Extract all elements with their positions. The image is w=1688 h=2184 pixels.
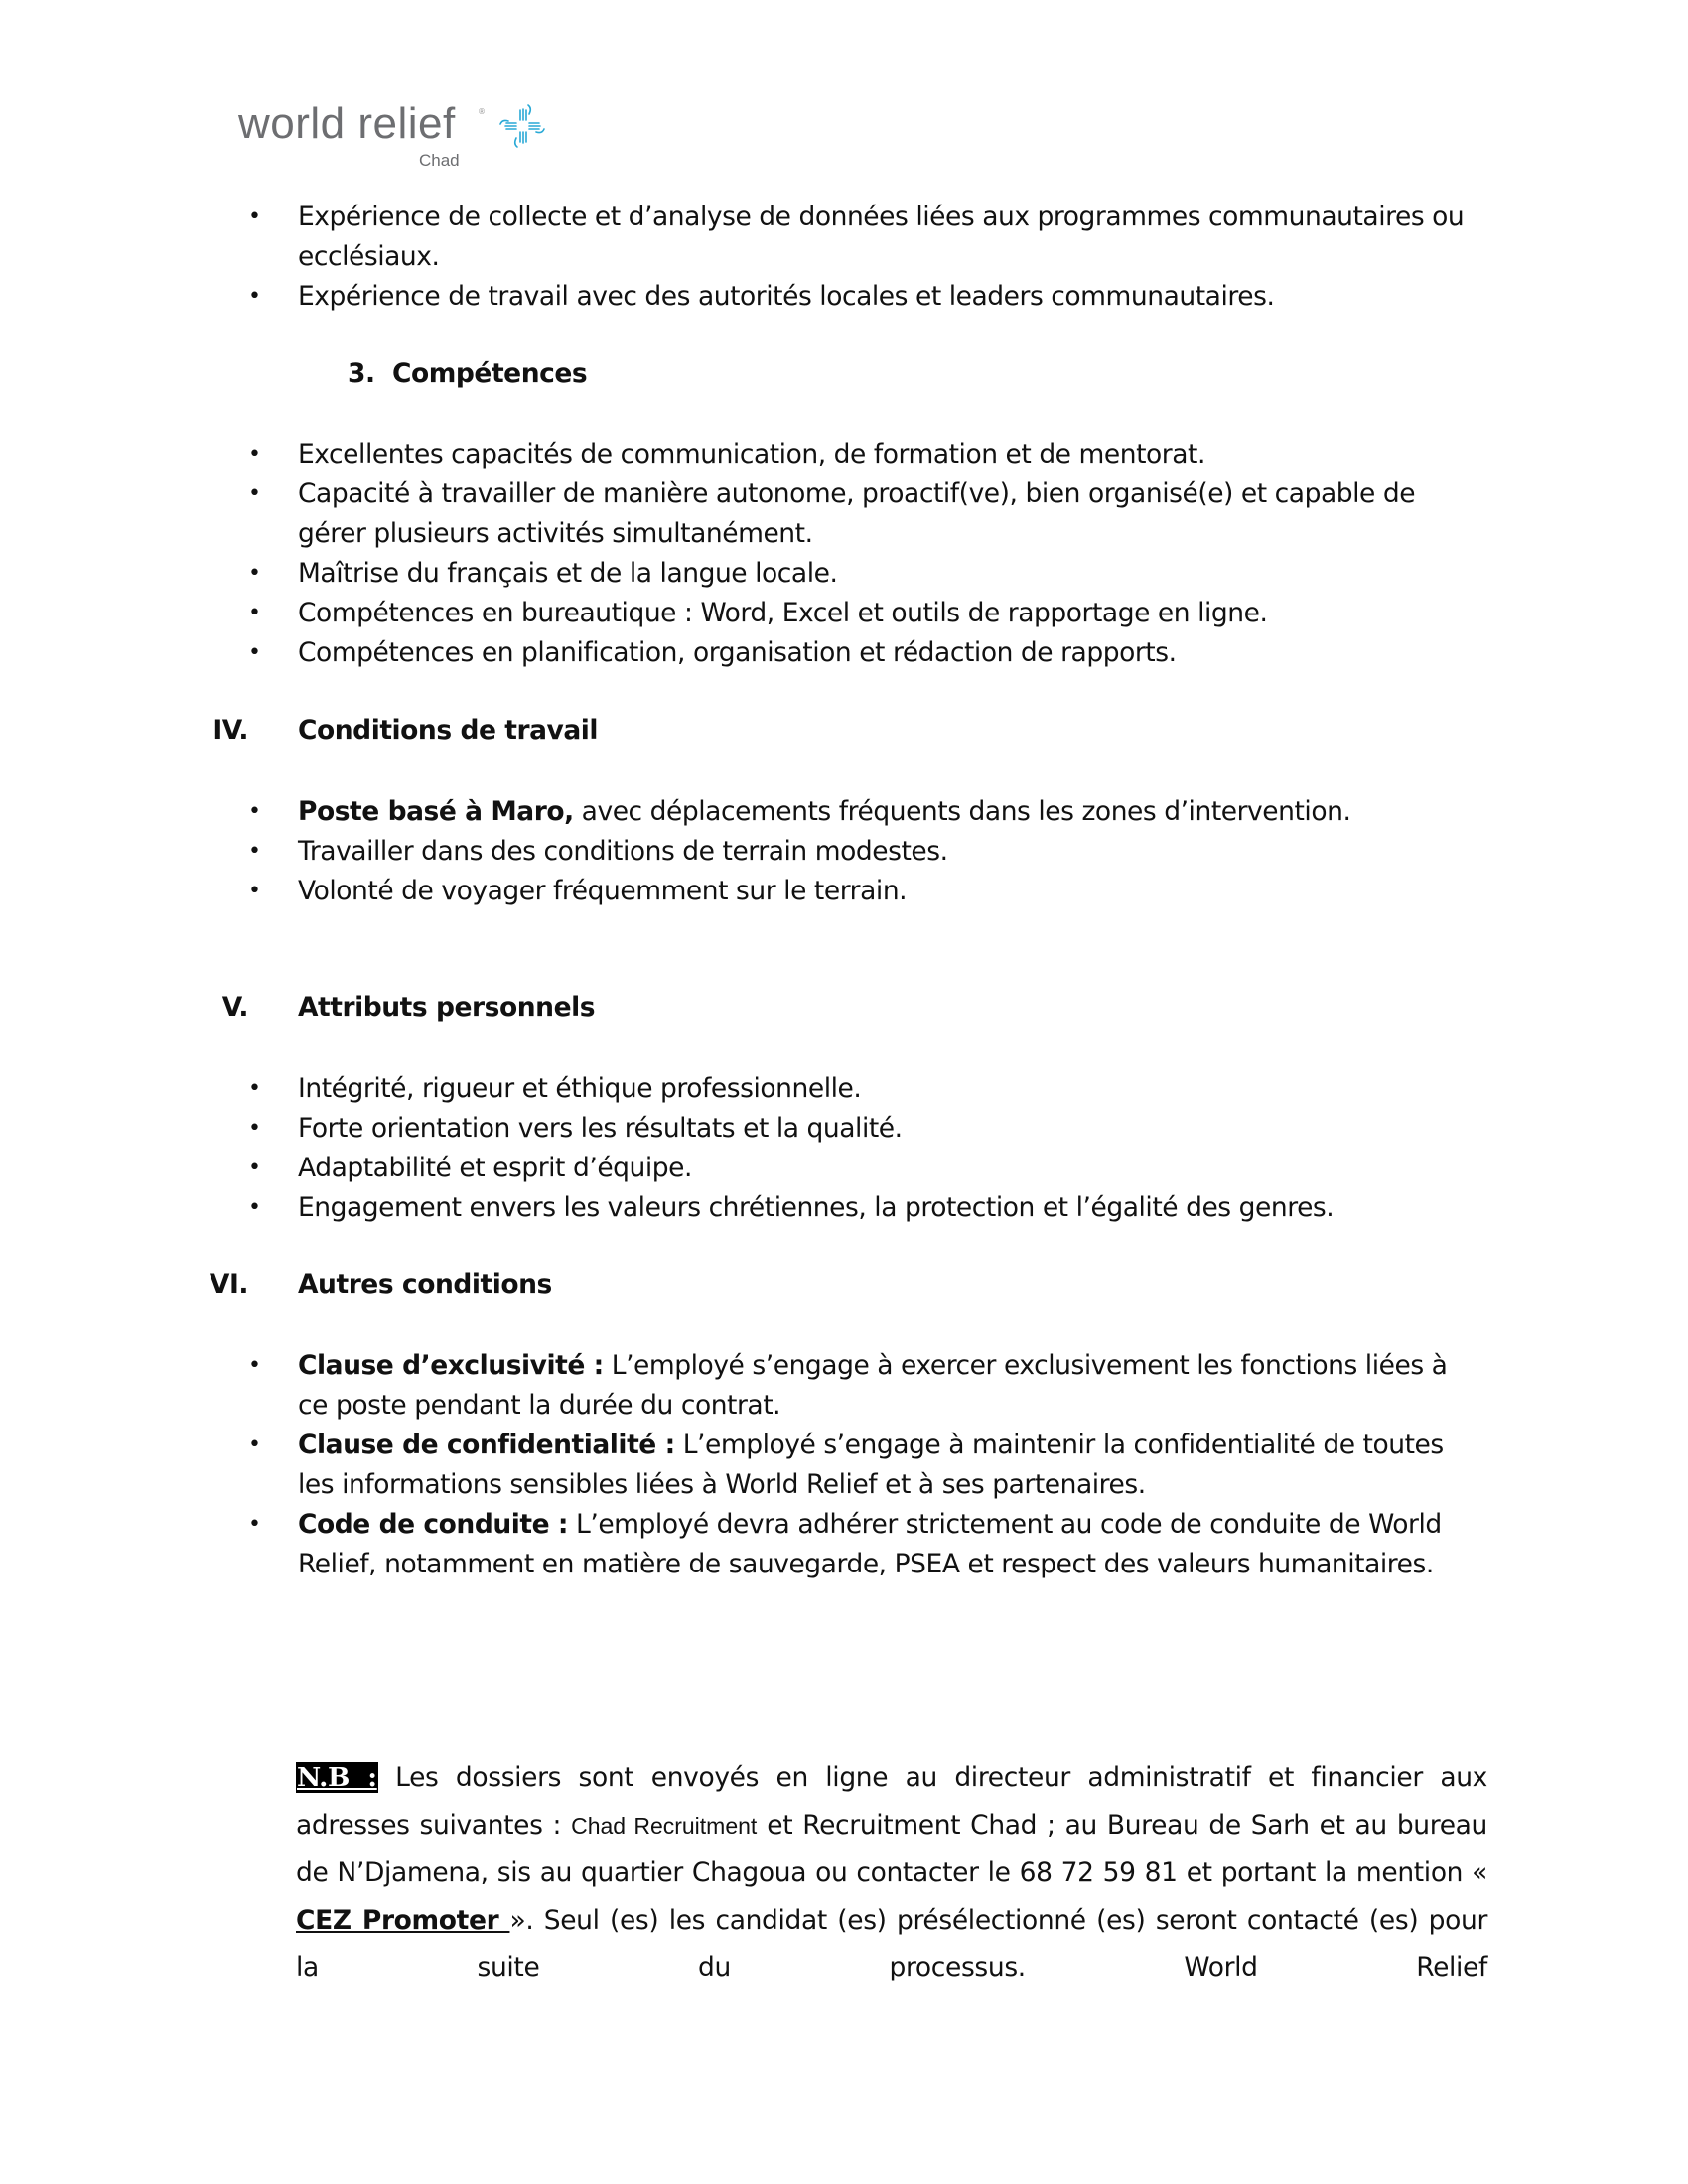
world-relief-logo — [238, 99, 556, 179]
section-heading-autres-conditions: VI. Autres conditions — [209, 1269, 552, 1299]
logo-wordmark: world relief — [238, 99, 456, 148]
list-item: • Clause d’exclusivité : L’employé s’engage à exercer exclusivement les fonctions liées à ce poste pendant la durée du contrat. — [298, 1346, 1470, 1426]
bullet-icon: • — [248, 284, 261, 309]
list-item: • Clause de confidentialité : L’employé s’engage à maintenir la confidentialité de toutes les informations sensibles liées à World Relief et à ses partenaires. — [298, 1426, 1470, 1505]
list-item: • Capacité à travailler de manière autonome, proactif(ve), bien organisé(e) et capable de gérer plusieurs activités simultanément. — [298, 475, 1470, 554]
bullet-icon: • — [248, 879, 261, 903]
bullet-icon: • — [248, 1512, 261, 1537]
position-mention: CEZ Promoter — [296, 1904, 510, 1936]
list-item: • Engagement envers les valeurs chrétiennes, la protection et l’égalité des genres. — [298, 1188, 1470, 1228]
experience-list — [248, 198, 1470, 317]
list-item: • Code de conduite : L’employé devra adhérer strictement au code de conduite de World Relief, notamment en matière de sauvegarde, PSEA et respect des valeurs humanitaires. — [298, 1505, 1470, 1584]
list-item: • Intégrité, rigueur et éthique professionnelle. — [298, 1069, 1470, 1109]
nb-label: N.B : — [297, 1762, 377, 1793]
list-item: • Travailler dans des conditions de terrain modestes. — [298, 832, 1470, 872]
competences-list — [248, 435, 1470, 673]
section-heading-attributs: V. Attributs personnels — [221, 992, 596, 1023]
hands-cross-logo-icon — [498, 102, 546, 150]
bullet-icon: • — [248, 1353, 261, 1378]
bullet-icon: • — [248, 1156, 261, 1180]
bullet-icon: • — [248, 481, 261, 506]
registered-mark: ® — [478, 107, 486, 116]
list-item: • Expérience de collecte et d’analyse de données liées aux programmes communautaires ou ecclésiaux. — [298, 198, 1470, 277]
recruitment-email[interactable]: Chad Recruitment — [571, 1812, 758, 1839]
logo-subtitle: Chad — [419, 151, 460, 170]
list-item: • Maîtrise du français et de la langue locale. — [298, 554, 1470, 594]
bullet-icon: • — [248, 799, 261, 824]
list-item: • Expérience de travail avec des autorités locales et leaders communautaires. — [298, 277, 1470, 317]
bullet-icon: • — [248, 1195, 261, 1220]
bullet-icon: • — [248, 839, 261, 864]
section-heading-competences: 3. Compétences — [348, 358, 588, 389]
bullet-icon: • — [248, 205, 261, 229]
bullet-icon: • — [248, 640, 261, 665]
section-heading-conditions-travail: IV. Conditions de travail — [212, 715, 599, 746]
list-item: • Excellentes capacités de communication, de formation et de mentorat. — [298, 435, 1470, 475]
attributs-list — [248, 1069, 1470, 1228]
list-item: • Compétences en bureautique : Word, Excel et outils de rapportage en ligne. — [298, 594, 1470, 633]
list-item: • Compétences en planification, organisation et rédaction de rapports. — [298, 633, 1470, 673]
bullet-icon: • — [248, 442, 261, 467]
bullet-icon: • — [248, 601, 261, 625]
list-item: • Forte orientation vers les résultats et la qualité. — [298, 1109, 1470, 1149]
list-item: • Poste basé à Maro, avec déplacements fréquents dans les zones d’intervention. — [298, 792, 1470, 832]
bullet-icon: • — [248, 561, 261, 586]
bullet-icon: • — [248, 1433, 261, 1457]
conditions-travail-list — [248, 792, 1470, 911]
list-item: • Volonté de voyager fréquemment sur le terrain. — [298, 872, 1470, 911]
application-note: N.B : Les dossiers sont envoyés en ligne au directeur administratif et financier aux adresses suivantes : Chad Recruitment et Recruitment Chad ; au Bureau de Sarh et au bureau de N’Djamena, sis au quartier Chagoua ou contacter le 68 72 59 81 et portant la mention « CEZ Promoter ». Seul (es) les candidat (es) présélectionné (es) seront contacté (es) pour la suite du processus. World Relief — [296, 1762, 1487, 1982]
bullet-icon: • — [248, 1076, 261, 1101]
list-item: • Adaptabilité et esprit d’équipe. — [298, 1149, 1470, 1188]
bullet-icon: • — [248, 1116, 261, 1141]
autres-conditions-list — [248, 1346, 1470, 1584]
